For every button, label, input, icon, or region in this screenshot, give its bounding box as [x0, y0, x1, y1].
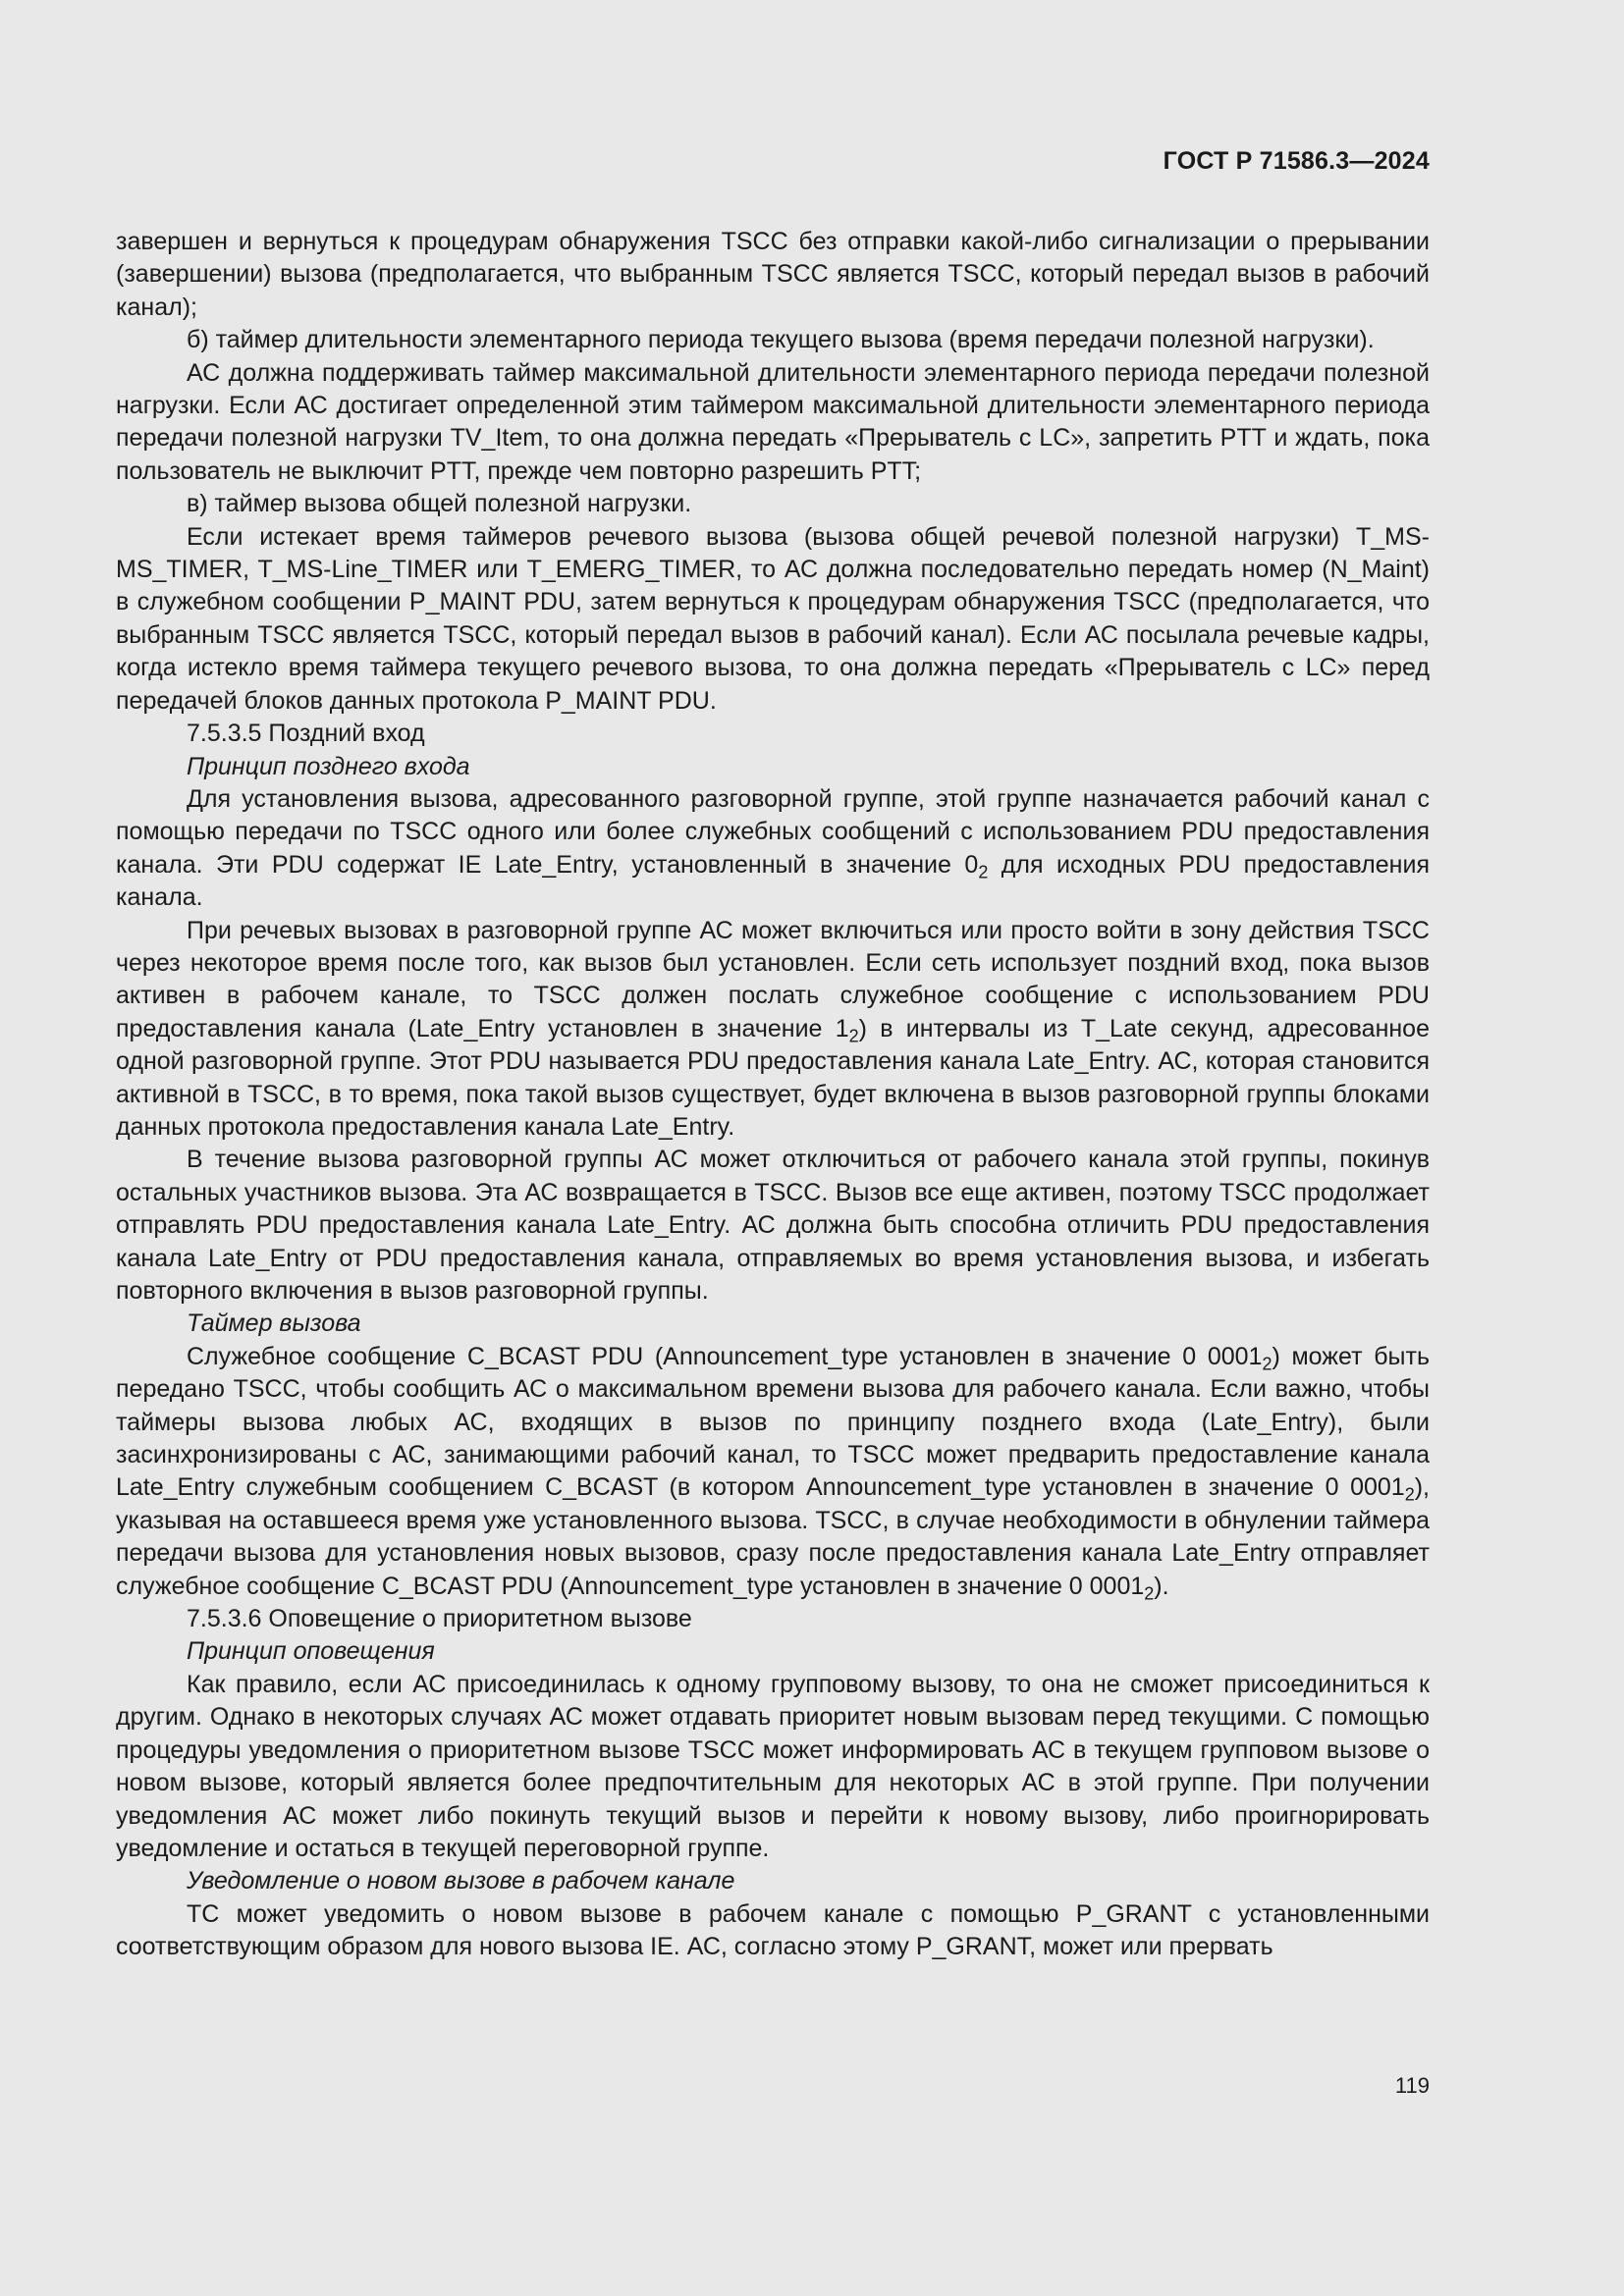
page-number: 119	[1394, 2073, 1430, 2098]
subsection-heading: Принцип оповещения	[187, 1637, 435, 1666]
section-heading: 7.5.3.5 Поздний вход	[187, 720, 425, 748]
paragraph: АС должна поддерживать таймер максимальной длительности элементарного периода передачи полезной нагрузки. Если АС достигает определенной этим таймером максимальной длительности элементарного периода передачи полезной нагрузки TV_Item, то она должна передать «Прерыватель с LC», запретить PTT и ждать, пока пользователь не выключит PTT, прежде чем повторно разрешить PTT;	[116, 358, 1430, 485]
paragraph: завершен и вернуться к процедурам обнаружения TSCC без отправки какой-либо сигнализации о прерывании (завершении) вызова (предполагается, что выбранным TSCC является TSCC, который передал вызов в рабочий канал);	[116, 228, 1430, 321]
paragraph: ТС может уведомить о новом вызове в рабочем канале с помощью P_GRANT с установленными соответствующим образом для нового вызова IE. АС, согласно этому P_GRANT, может или прервать	[116, 1899, 1430, 1961]
subsection-heading: Таймер вызова	[187, 1309, 361, 1338]
paragraph: Для установления вызова, адресованного разговорной группе, этой группе назначается рабочий канал с помощью передачи по TSCC одного или более служебных сообщений с использованием PDU предоставления канала. Эти PDU содержат IE Late_Entry, установленный в значение $0_2$ для исходных PDU предоставления канала.	[116, 784, 1430, 912]
document-header: ГОСТ Р 71586.3—2024	[1163, 147, 1430, 175]
paragraph: При речевых вызовах в разговорной группе АС может включиться или просто войти в зону действия TSCC через некоторое время после того, как вызов был установлен. Если сеть использует поздний вход, пока вызов активен в рабочем канале, то TSCC должен послать служебное сообщение с использованием PDU предоставления канала (Late_Entry установлен в значение $1_2$) в интервалы из T_Late секунд, адресованное одной разговорной группе. Этот PDU называется PDU предоставления канала Late_Entry. АС, которая становится активной в TSCC, в то время, пока такой вызов существует, будет включена в вызов разговорной группы блоками данных протокола предоставления канала Late_Entry.	[116, 916, 1430, 1141]
section-heading: 7.5.3.6 Оповещение о приоритетном вызове	[187, 1605, 692, 1633]
list-item: в) таймер вызова общей полезной нагрузки.	[187, 490, 692, 518]
paragraph: В течение вызова разговорной группы АС может отключиться от рабочего канала этой группы, покинув остальных участников вызова. Эта АС возвращается в TSCC. Вызов все еще активен, поэтому TSCC продолжает отправлять PDU предоставления канала Late_Entry. АС должна быть способна отличить PDU предоставления канала Late_Entry от PDU предоставления канала, отправляемых во время установления вызова, и избегать повторного включения в вызов разговорной группы.	[116, 1146, 1430, 1305]
paragraph: Служебное сообщение C_BCAST PDU (Announcement_type установлен в значение 0 $0001_2$) может быть передано TSCC, чтобы сообщить АС о максимальном времени вызова для рабочего канала. Если важно, чтобы таймеры вызова любых АС, входящих в вызов по принципу позднего входа (Late_Entry), были засинхронизированы с АС, занимающими рабочий канал, то TSCC может предварить предоставление канала Late_Entry служебным сообщением C_BCAST (в котором Announcement_type установлен в значение 0 $0001_2$), указывая на оставшееся время уже установленного вызова. TSCC, в случае необходимости в обнулении таймера передачи вызова для установления новых вызовов, сразу после предоставления канала Late_Entry отправляет служебное сообщение C_BCAST PDU (Announcement_type установлен в значение 0 $0001_2$).	[116, 1342, 1430, 1604]
paragraph: Как правило, если АС присоединилась к одному групповому вызову, то она не сможет присоединиться к другим. Однако в некоторых случаях АС может отдавать приоритет новым вызовам перед текущими. С помощью процедуры уведомления о приоритетном вызове TSCC может информировать АС в текущем групповом вызове о новом вызове, который является более предпочтительным для некоторых АС в этой группе. При получении уведомления АС может либо покинуть текущий вызов и перейти к новому вызову, либо проигнорировать уведомление и остаться в текущей переговорной группе.	[116, 1670, 1430, 1862]
list-item: б) таймер длительности элементарного периода текущего вызова (время передачи полезной нагрузки).	[187, 326, 1375, 354]
subsection-heading: Принцип позднего входа	[187, 752, 470, 780]
subsection-heading: Уведомление о новом вызове в рабочем канале	[187, 1867, 735, 1896]
document-body	[116, 226, 1430, 1964]
paragraph: Если истекает время таймеров речевого вызова (вызова общей речевой полезной нагрузки) T_MS-MS_TIMER, T_MS-Line_TIMER или T_EMERG_TIMER, то АС должна последовательно передать номер (N_Maint) в служебном сообщении P_MAINT PDU, затем вернуться к процедурам обнаружения TSCC (предполагается, что выбранным TSCC является TSCC, который передал вызов в рабочий канал). Если АС посылала речевые кадры, когда истекло время таймера текущего речевого вызова, то она должна передать «Прерыватель с LC» перед передачей блоков данных протокола P_MAINT PDU.	[116, 522, 1430, 715]
